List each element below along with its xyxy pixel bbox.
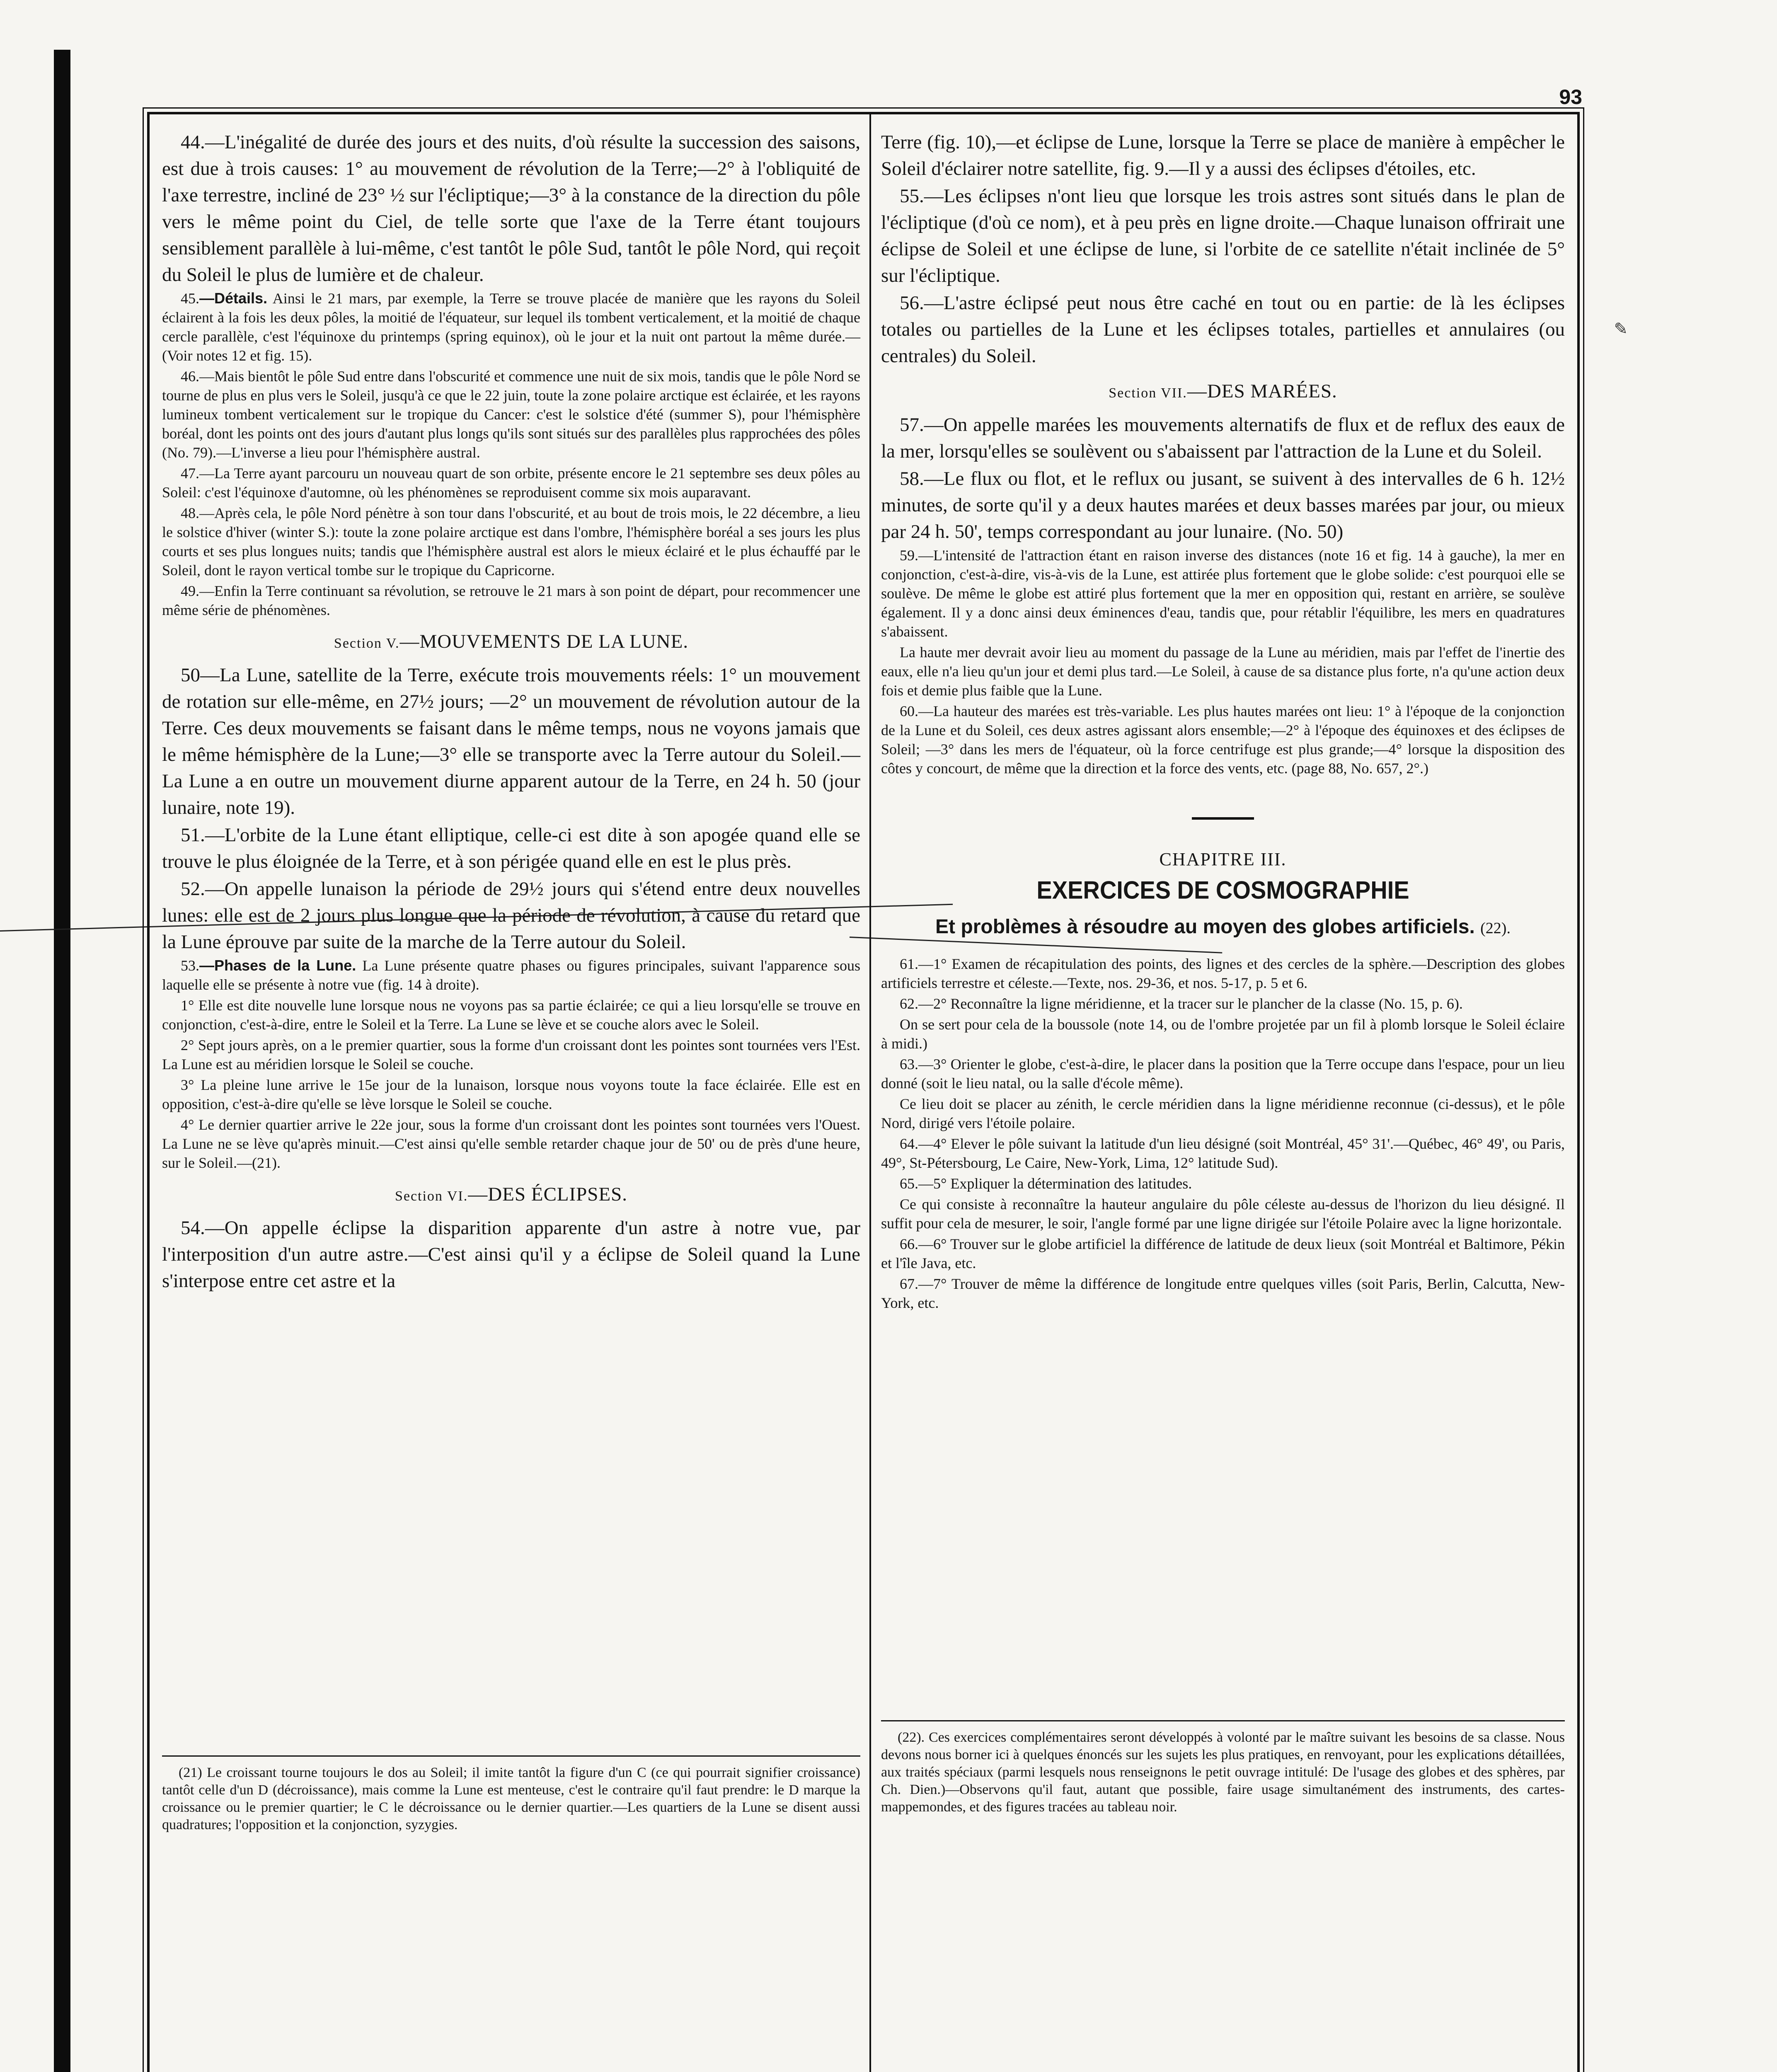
para-53-4: 4° Le dernier quartier arrive le 22e jour, sous la forme d'un croissant dont les pointes sont tournées vers l'Ouest. La Lune ne se lève qu'après minuit.—C'est ainsi qu'elle semble retarder chaque jour de 50' ou de près d'une heure, sur le Soleil.—(21). bbox=[162, 1116, 860, 1171]
chapter-subtitle: Et problèmes à résoudre au moyen des globes artificiels. (22). bbox=[935, 916, 1511, 938]
section-5-heading: Section V.—MOUVEMENTS DE LA LUNE. bbox=[334, 631, 689, 652]
para-53-3: 3° La pleine lune arrive le 15e jour de la lunaison, lorsque nous voyons toute la face éclairée. Elle est en opposition, c'est-à-dire qu'elle se lève lorsque le Soleil se couche. bbox=[162, 1077, 860, 1112]
exercise-65: 65.—5° Expliquer la détermination des latitudes. bbox=[900, 1175, 1192, 1192]
footnote-21-text: (21) Le croissant tourne toujours le dos au Soleil; il imite tantôt la figure d'un C (ce qui pourrait signifier croissance) tantôt celle d'un D (décroissance), mais comme la Lune est menteuse, c'est le contraire qu'il faut prendre: le D marque la croissance ou le premier quartier; le C le décroissance ou le dernier quartier.—Les quartiers de la Lune se disent aussi quadratures; l'opposition et la conjonction, syzygies. bbox=[162, 1765, 860, 1832]
para-50: 50—La Lune, satellite de la Terre, exécute trois mouvements réels: 1° un mouvement de rotation sur elle-même, en 27½ jours; —2° un mouvement de révolution autour de la Terre. Ces deux mouvements se faisant dans le même temps, nous ne voyons jamais que le même hémisphère de la Lune;—3° elle se transporte avec la Terre autour du Soleil.—La Lune a en outre un mouvement diurne apparent autour de la Terre, en 24 h. 50 (jour lunaire, note 19). bbox=[162, 664, 860, 818]
para-49: 49.—Enfin la Terre continuant sa révolution, se retrouve le 21 mars à son point de départ, pour recommencer une même série de phénomènes. bbox=[162, 583, 860, 618]
footnote-22-text: (22). Ces exercices complémentaires seront développés à volonté par le maître suivant les besoins de sa classe. Nous devons nous borner ici à quelques énoncés sur les sujets les plus pratiques, en renvoyant, pour les explications détaillées, aux traités spéciaux (parmi lesquels nous renseignons le petit ouvrage intitulé: De l'usage des globes et des sphères, par Ch. Dien.)—Observons qu'il faut, autant que possible, faire usage simultanément des instruments, des cartes-mappemondes, et des figures tracées au tableau noir. bbox=[881, 1730, 1565, 1815]
column-divider bbox=[869, 114, 871, 2072]
exercise-64: 64.—4° Elever le pôle suivant la latitude d'un lieu désigné (soit Montréal, 45° 31'.—Québec, 46° 49', ou Paris, 49°, St-Pétersbourg, Le Caire, New-York, Lima, 12° latitude Sud). bbox=[881, 1135, 1565, 1171]
para-59: 59.—L'intensité de l'attraction étant en raison inverse des distances (note 16 et fig. 14 à gauche), la mer en conjonction, c'est-à-dire, vis-à-vis de la Lune, est attirée plus fortement que le globe solide: c'est pourquoi elle se soulève. De même le globe est attiré plus fortement que la mer en opposition qui, restant en arrière, se soulève également. Il y a donc ainsi deux éminences d'eau, tandis que, pour rétablir l'équilibre, les mers en quadratures s'abaissent. bbox=[881, 547, 1565, 640]
para-59b: La haute mer devrait avoir lieu au moment du passage de la Lune au méridien, mais par l'effet de l'inertie des eaux, elle n'a lieu qu'un jour et demi plus tard.—Le Soleil, à cause de sa distance plus forte, n'a qu'une action deux fois et demie plus faible que la Lune. bbox=[881, 644, 1565, 699]
exercise-62: 62.—2° Reconnaître la ligne méridienne, et la tracer sur le plancher de la classe (No. 15, p. 6). bbox=[900, 995, 1463, 1012]
para-53: 53.—Phases de la Lune. La Lune présente quatre phases ou figures principales, suivant l'apparence sous laquelle elle se présente à notre vue (fig. 14 à droite). bbox=[162, 957, 861, 993]
para-44: 44.—L'inégalité de durée des jours et des nuits, d'où résulte la succession des saisons, est due à trois causes: 1° au mouvement de révolution de la Terre;—2° à l'obliquité de l'axe terrestre, incliné de 23° ½ sur l'écliptique;—3° à la constance de la direction du pôle vers le même point du Ciel, de telle sorte que l'axe de la Terre étant toujours sensiblement parallèle à lui-même, c'est tantôt le pôle Sud, tantôt le pôle Nord, qui reçoit du Soleil le plus de lumière et de chaleur. bbox=[162, 131, 860, 286]
left-column bbox=[162, 129, 860, 2037]
para-46: 46.—Mais bientôt le pôle Sud entre dans l'obscurité et commence une nuit de six mois, tandis que le pôle Nord se tourne de plus en plus vers le Soleil, jusqu'à ce que le 22 juin, toute la zone polaire arctique est éclairée, et les rayons lumineux tombent verticalement sur le tropique du Cancer: c'est le solstice d'été (summer S), pour l'hémisphère boréal, dont les points ont des jours d'autant plus longs qu'ils sont situés sur des parallèles plus rapprochées des pôles (No. 79).—L'inverse a lieu pour l'hémisphère austral. bbox=[162, 368, 860, 461]
para-51: 51.—L'orbite de la Lune étant elliptique, celle-ci est dite à son apogée quand elle se trouve le plus éloignée de la Terre, et à son périgée quand elle en est le plus près. bbox=[162, 824, 860, 872]
exercise-62-note: On se sert pour cela de la boussole (note 14, ou de l'ombre projetée par un fil à plomb lorsque le Soleil éclaire à midi.) bbox=[881, 1016, 1565, 1052]
exercise-65-note: Ce qui consiste à reconnaître la hauteur angulaire du pôle céleste au-dessus de l'horizon du lieu désigné. Il suffit pour cela de mesurer, le soir, l'angle formé par une ligne dirigée sur l'étoile Polaire avec la ligne horizontale. bbox=[881, 1196, 1565, 1232]
para-48: 48.—Après cela, le pôle Nord pénètre à son tour dans l'obscurité, et au bout de trois mois, le 22 décembre, a lieu le solstice d'hiver (winter S.): toute la zone polaire arctique est dans l'ombre, l'hémisphère boréal a ses jours les plus courts et ses plus longues nuits; tandis que l'hémisphère austral est alors le mieux éclairé et le plus échauffé par le Soleil, dont le rayon vertical tombe sur le tropique du Capricorne. bbox=[162, 505, 860, 579]
exercise-67: 67.—7° Trouver de même la différence de longitude entre quelques villes (soit Paris, Berlin, Calcutta, New-York, etc. bbox=[881, 1276, 1565, 1311]
para-52: 52.—On appelle lunaison la période de 29½ jours qui s'étend entre deux nouvelles lunes: elle est de 2 jours plus longue que la période de révolution, à cause du retard que la Lune éprouve par suite de la marche de la Terre autour du Soleil. bbox=[162, 878, 860, 953]
para-56: 56.—L'astre éclipsé peut nous être caché en tout ou en partie: de là les éclipses totales ou partielles de la Lune et les éclipses totales, partielles et annulaires (ou centrales) du Soleil. bbox=[881, 292, 1565, 367]
para-53-1: 1° Elle est dite nouvelle lune lorsque nous ne voyons pas sa partie éclairée; ce qui a lieu lorsqu'elle se trouve en conjonction, c'est-à-dire, entre le Soleil et la Terre. La Lune se lève et se couche alors avec le Soleil. bbox=[162, 997, 860, 1033]
para-53-2: 2° Sept jours après, on a le premier quartier, sous la forme d'un croissant dont les pointes sont tournées vers l'Est. La Lune est au méridien lorsque le Soleil se couche. bbox=[162, 1037, 860, 1072]
page-frame bbox=[147, 112, 1580, 2072]
footnote-21 bbox=[162, 1755, 860, 1834]
exercise-66: 66.—6° Trouver sur le globe artificiel la différence de latitude de deux lieux (soit Montréal et Baltimore, Pékin et l'île Java, etc. bbox=[881, 1236, 1565, 1271]
exercise-63: 63.—3° Orienter le globe, c'est-à-dire, le placer dans la position que la Terre occupe dans l'espace, pour un lieu donné (soit le lieu natal, ou la salle d'école même). bbox=[881, 1056, 1565, 1092]
para-55: 55.—Les éclipses n'ont lieu que lorsque les trois astres sont situés dans le plan de l'écliptique (d'où ce nom), et à peu près en ligne droite.—Chaque lunaison offrirait une éclipse de Soleil et une éclipse de lune, si l'orbite de ce satellite n'était inclinée de 5° sur l'écliptique. bbox=[881, 185, 1565, 286]
para-47: 47.—La Terre ayant parcouru un nouveau quart de son orbite, présente encore le 21 septembre ses deux pôles au Soleil: c'est l'équinoxe d'automne, où les phénomènes se reproduisent comme six mois auparavant. bbox=[162, 465, 860, 501]
chapter-rule bbox=[1192, 817, 1254, 820]
section-7-heading: Section VII.—DES MARÉES. bbox=[1109, 380, 1337, 402]
para-54: 54.—On appelle éclipse la disparition apparente d'un astre à notre vue, par l'interposition d'un autre astre.—C'est ainsi qu'il y a éclipse de Soleil quand la Lune s'interpose entre cet astre et la bbox=[162, 1217, 860, 1292]
chapter-label: CHAPITRE III. bbox=[1159, 849, 1287, 869]
binding-edge bbox=[54, 50, 70, 2072]
section-6-heading: Section VI.—DES ÉCLIPSES. bbox=[395, 1184, 628, 1205]
para-54-continued: Terre (fig. 10),—et éclipse de Lune, lorsque la Terre se place de manière à empêcher le Soleil d'éclairer notre satellite, fig. 9.—Il y a aussi des éclipses d'étoiles, etc. bbox=[881, 131, 1565, 179]
para-60: 60.—La hauteur des marées est très-variable. Les plus hautes marées ont lieu: 1° à l'époque de la conjonction de la Lune et du Soleil, ces deux astres agissant alors ensemble;—2° à l'époque des équinoxes et des éclipses de Soleil; —3° dans les mers de l'équateur, où la force centrifuge est plus grande;—4° lorsque la disposition des côtes y concourt, de même que la direction et la force des vents, etc. (page 88, No. 657, 2°.) bbox=[881, 703, 1565, 777]
page-number: 93 bbox=[1559, 85, 1582, 109]
para-57: 57.—On appelle marées les mouvements alternatifs de flux et de reflux des eaux de la mer, lorsqu'elles se soulèvent ou s'abaissent par l'attraction de la Lune et du Soleil. bbox=[881, 414, 1565, 462]
margin-mark: ✎ bbox=[1614, 320, 1628, 338]
exercise-61: 61.—1° Examen de récapitulation des points, des lignes et des cercles de la sphère.—Description des globes artificiels terrestre et céleste.—Texte, nos. 29-36, et nos. 5-17, p. 5 et 6. bbox=[881, 956, 1565, 991]
para-58: 58.—Le flux ou flot, et le reflux ou jusant, se suivent à des intervalles de 6 h. 12½ minutes, de sorte qu'il y a deux hautes marées et deux basses marées par jour, ou mieux par 24 h. 50', temps correspondant au jour lunaire. (No. 50) bbox=[881, 468, 1565, 542]
chapter-title: EXERCICES DE COSMOGRAPHIE bbox=[1036, 876, 1409, 904]
exercise-63-note: Ce lieu doit se placer au zénith, le cercle méridien dans la ligne méridienne reconnue (ci-dessus), et le pôle Nord, dirigé vers l'étoile polaire. bbox=[881, 1096, 1565, 1131]
para-45: 45.—Détails. Ainsi le 21 mars, par exemple, la Terre se trouve placée de manière que les rayons du Soleil éclairent à la fois les deux pôles, la moitié de l'équateur, sur lequel ils tombent verticalement, et la moitié de chaque cercle parallèle, c'est l'équinoxe du printemps (spring equinox), où le jour et la nuit ont partout la même durée.—(Voir notes 12 et fig. 15). bbox=[162, 290, 860, 364]
footnote-22 bbox=[881, 1720, 1565, 1816]
